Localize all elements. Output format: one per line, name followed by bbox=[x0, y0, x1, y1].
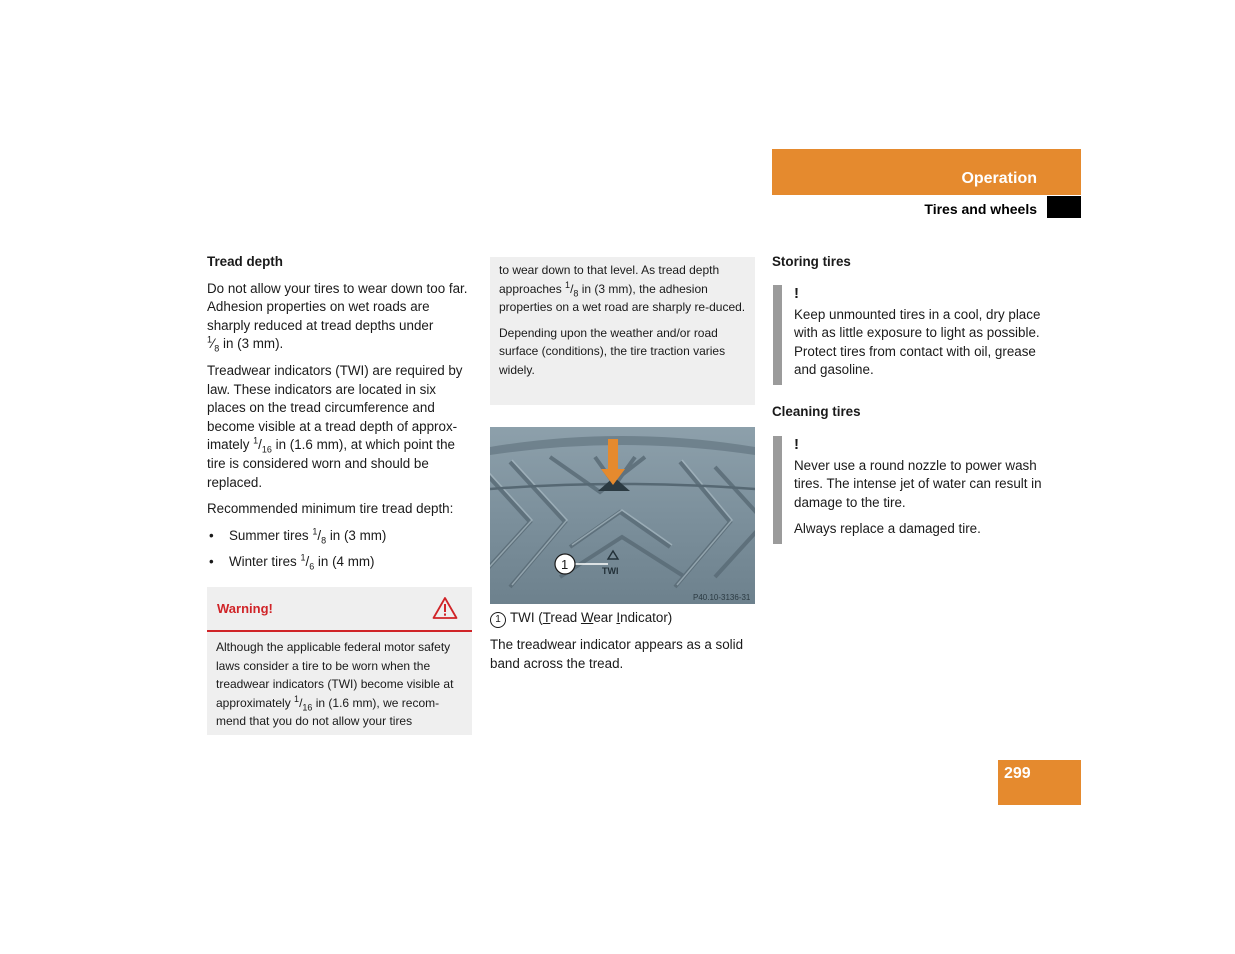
tread-depth-paragraph-2: Treadwear indicators (TWI) are required by law. These indicators are located in six places on the tread circumference and become visible at a tread depth of approx-imately $^1/_{16}$ in (1.6 mm), at which point the tire is considered worn and should be replaced. bbox=[207, 362, 463, 490]
caption-number: 1 bbox=[490, 612, 506, 628]
continuation-paragraph-2: Depending upon the weather and/or road surface (conditions), the tire traction varies widely. bbox=[499, 325, 726, 377]
cleaning-tires-heading: Cleaning tires bbox=[772, 404, 861, 419]
storing-note bbox=[772, 285, 1042, 388]
tread-depth-paragraph-1: Do not allow your tires to wear down too far. Adhesion properties on wet roads are sharply reduced at tread depths under $^1⁄_8$ in (3 mm). bbox=[207, 280, 468, 355]
column-2-text bbox=[490, 609, 760, 681]
notice-icon: ! bbox=[794, 436, 799, 453]
storing-tires-heading: Storing tires bbox=[772, 254, 851, 269]
twi-marking: TWI bbox=[602, 566, 619, 576]
notice-icon: ! bbox=[794, 285, 799, 302]
page-number: 299 bbox=[1004, 765, 1031, 782]
warning-continuation-box bbox=[490, 257, 755, 405]
tire-tread-illustration bbox=[490, 427, 755, 604]
treadwear-description: The treadwear indicator appears as a solid band across the tread. bbox=[490, 637, 744, 671]
image-code: P40.10-3136-31 bbox=[693, 593, 751, 602]
warning-header bbox=[207, 587, 472, 632]
tread-depth-list bbox=[207, 527, 475, 572]
warning-text: Although the applicable federal motor safety laws consider a tire to be worn when the treadwear indicators (TWI) become visible at approximately $^1/_{16}$ in (1.6 mm), we recom-mend that you do not allow your tires bbox=[216, 640, 454, 729]
list-item: • Winter tires $^1/_6$ in (4 mm) bbox=[207, 553, 475, 572]
list-item: • Summer tires $^1/_8$ in (3 mm) bbox=[207, 527, 475, 546]
image-caption: 1 TWI (Tread Wear Indicator) bbox=[490, 609, 760, 628]
callout-number: 1 bbox=[561, 557, 569, 572]
storing-text: Keep unmounted tires in a cool, dry place with as little exposure to light as possible. Protect tires from contact with oil, grease and gasoline. bbox=[794, 306, 1041, 378]
continuation-paragraph-1: to wear down to that level. As tread depth approaches $^1/_8$ in (3 mm), the adhesion properties on a wet road are sharply re-duced. bbox=[499, 263, 746, 315]
note-bar bbox=[773, 436, 782, 544]
warning-label: Warning! bbox=[217, 601, 273, 616]
cleaning-text-2: Always replace a damaged tire. bbox=[794, 521, 981, 537]
subsection-title: Tires and wheels bbox=[924, 201, 1037, 217]
warning-triangle-icon bbox=[432, 596, 458, 620]
cleaning-note bbox=[772, 436, 1042, 547]
cleaning-text-1: Never use a round nozzle to power wash tires. The intense jet of water can result in damage to the tire. bbox=[794, 457, 1042, 510]
note-bar bbox=[773, 285, 782, 385]
tread-depth-paragraph-3: Recommended minimum tire tread depth: bbox=[207, 501, 454, 517]
subsection-marker bbox=[1047, 196, 1081, 218]
column-1 bbox=[207, 253, 475, 580]
warning-box bbox=[207, 587, 472, 735]
tread-depth-heading: Tread depth bbox=[207, 254, 283, 269]
column-3 bbox=[772, 253, 1052, 280]
section-title: Operation bbox=[961, 170, 1037, 187]
cleaning-section bbox=[772, 403, 1052, 430]
